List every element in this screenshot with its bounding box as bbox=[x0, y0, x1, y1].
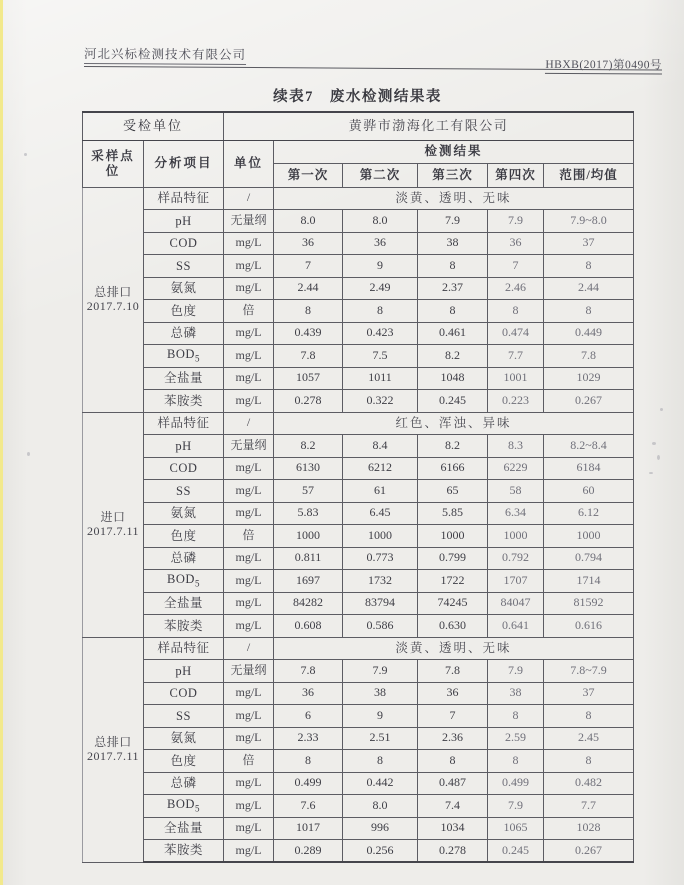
analysis-item-cell: pH bbox=[144, 435, 224, 458]
page-edge-strip bbox=[0, 0, 3, 885]
unit-cell: mg/L bbox=[224, 367, 274, 390]
result-value-cell: 37 bbox=[544, 232, 634, 255]
result-value-cell: 37 bbox=[544, 682, 634, 705]
result-value-cell: 1000 bbox=[343, 525, 418, 548]
result-value-cell: 84047 bbox=[488, 592, 544, 615]
scan-speck bbox=[27, 452, 30, 456]
result-value-cell: 2.37 bbox=[418, 277, 488, 300]
result-value-cell: 36 bbox=[488, 232, 544, 255]
result-value-cell: 7 bbox=[418, 705, 488, 728]
result-value-cell: 0.278 bbox=[418, 840, 488, 863]
result-value-cell: 36 bbox=[274, 682, 343, 705]
result-value-cell: 0.811 bbox=[274, 547, 343, 570]
table-title: 续表7 废水检测结果表 bbox=[273, 89, 442, 105]
result-value-cell: 0.616 bbox=[544, 615, 634, 638]
column-header-row bbox=[83, 140, 634, 163]
result-value-cell: 9 bbox=[343, 255, 418, 278]
unit-cell: 无量纲 bbox=[224, 435, 274, 458]
analysis-item-cell: 色度 bbox=[144, 300, 224, 323]
col-header-analysis-item: 分析项目 bbox=[144, 140, 224, 187]
result-value-cell: 38 bbox=[418, 232, 488, 255]
unit-cell: 倍 bbox=[224, 300, 274, 323]
result-value-cell: 6.45 bbox=[343, 502, 418, 525]
scan-speck bbox=[657, 455, 660, 460]
result-value-cell: 6.12 bbox=[544, 502, 634, 525]
result-value-cell: 8.2 bbox=[274, 435, 343, 458]
result-value-cell: 8.3 bbox=[488, 435, 544, 458]
table-row bbox=[83, 525, 634, 548]
result-value-cell: 8 bbox=[418, 750, 488, 773]
analysis-item-cell: 苯胺类 bbox=[144, 390, 224, 413]
result-value-cell: 8.0 bbox=[343, 795, 418, 818]
unit-cell: mg/L bbox=[224, 570, 274, 593]
result-value-cell: 7.9 bbox=[488, 660, 544, 683]
unit-cell: mg/L bbox=[224, 345, 274, 368]
col-header-run-1: 第一次 bbox=[274, 163, 343, 187]
result-value-cell: 0.449 bbox=[544, 322, 634, 345]
result-value-cell: 1048 bbox=[418, 367, 488, 390]
analysis-item-cell: $BOD_5$ bbox=[144, 795, 224, 818]
analysis-item-cell: COD bbox=[144, 457, 224, 480]
result-value-cell: 0.641 bbox=[488, 615, 544, 638]
col-header-run-2: 第二次 bbox=[343, 163, 418, 187]
unit-cell: 无量纲 bbox=[224, 660, 274, 683]
result-value-cell: 0.322 bbox=[343, 390, 418, 413]
result-value-cell: 60 bbox=[544, 480, 634, 503]
result-value-cell: 1000 bbox=[544, 525, 634, 548]
result-value-cell: 8 bbox=[544, 750, 634, 773]
analysis-item-cell: 样品特征 bbox=[144, 187, 224, 210]
result-value-cell: 36 bbox=[343, 232, 418, 255]
result-value-cell: 58 bbox=[488, 480, 544, 503]
result-value-cell: 7 bbox=[488, 255, 544, 278]
table-row bbox=[83, 232, 634, 255]
table-row bbox=[83, 570, 634, 593]
sampling-point-name: 总排口 bbox=[94, 734, 132, 749]
result-value-cell: 9 bbox=[343, 705, 418, 728]
result-value-cell: 7.9 bbox=[418, 210, 488, 233]
result-value-cell: 0.245 bbox=[418, 390, 488, 413]
result-value-cell: 8 bbox=[544, 300, 634, 323]
result-value-cell: 8 bbox=[343, 300, 418, 323]
result-value-cell: 0.439 bbox=[274, 322, 343, 345]
unit-cell: / bbox=[224, 412, 274, 435]
result-value-cell: 8.2~8.4 bbox=[544, 435, 634, 458]
analysis-item-cell: COD bbox=[144, 682, 224, 705]
analysis-item-cell: $BOD_5$ bbox=[144, 345, 224, 368]
result-value-cell: 8.2 bbox=[418, 345, 488, 368]
result-value-cell: 0.223 bbox=[488, 390, 544, 413]
label-subscript: 5 bbox=[194, 353, 200, 364]
result-value-cell: 1707 bbox=[488, 570, 544, 593]
sampling-point-date: 2017.7.10 bbox=[86, 298, 140, 313]
analysis-item-cell: 全盐量 bbox=[144, 592, 224, 615]
sampling-point-cell bbox=[83, 412, 144, 637]
unit-cell: mg/L bbox=[224, 502, 274, 525]
analysis-item-cell: pH bbox=[144, 660, 224, 683]
col-header-run-4: 第四次 bbox=[488, 163, 544, 187]
results-table-body bbox=[83, 187, 634, 862]
sampling-point-cell bbox=[83, 187, 144, 412]
analysis-item-cell: $BOD_5$ bbox=[144, 570, 224, 593]
result-value-cell: 8.2 bbox=[418, 435, 488, 458]
result-value-cell: 2.45 bbox=[544, 727, 634, 750]
result-value-cell: 2.33 bbox=[274, 727, 343, 750]
table-row bbox=[83, 592, 634, 615]
result-value-cell: 0.794 bbox=[544, 547, 634, 570]
result-value-cell: 83794 bbox=[343, 592, 418, 615]
inspected-unit-row bbox=[83, 112, 634, 140]
analysis-item-cell: SS bbox=[144, 255, 224, 278]
result-value-cell: 5.85 bbox=[418, 502, 488, 525]
result-value-cell: 74245 bbox=[418, 592, 488, 615]
col-header-range-mean: 范围/均值 bbox=[544, 163, 634, 187]
unit-cell: mg/L bbox=[224, 322, 274, 345]
result-value-cell: 0.461 bbox=[418, 322, 488, 345]
sampling-point-cell bbox=[83, 637, 144, 862]
result-value-cell: 0.773 bbox=[343, 547, 418, 570]
result-value-cell: 7.4 bbox=[418, 795, 488, 818]
result-value-cell: 0.289 bbox=[274, 840, 343, 863]
sampling-point-date: 2017.7.11 bbox=[86, 748, 140, 763]
result-value-cell: 81592 bbox=[544, 592, 634, 615]
analysis-item-cell: COD bbox=[144, 232, 224, 255]
label-subscript: 5 bbox=[194, 578, 200, 589]
analysis-item-cell: 样品特征 bbox=[144, 412, 224, 435]
analysis-item-cell: 苯胺类 bbox=[144, 615, 224, 638]
sample-character-cell: 淡黄、透明、无味 bbox=[274, 187, 634, 210]
label-subscript: 5 bbox=[194, 803, 200, 814]
result-value-cell: 0.474 bbox=[488, 322, 544, 345]
result-value-cell: 0.630 bbox=[418, 615, 488, 638]
unit-cell: mg/L bbox=[224, 840, 274, 863]
table-row bbox=[83, 345, 634, 368]
analysis-item-cell: 色度 bbox=[144, 525, 224, 548]
result-value-cell: 7.5 bbox=[343, 345, 418, 368]
unit-cell: mg/L bbox=[224, 772, 274, 795]
result-value-cell: 36 bbox=[274, 232, 343, 255]
unit-cell: 倍 bbox=[224, 750, 274, 773]
table-row bbox=[83, 840, 634, 863]
table-row bbox=[83, 502, 634, 525]
result-value-cell: 6212 bbox=[343, 457, 418, 480]
table-row bbox=[83, 322, 634, 345]
analysis-item-cell: 苯胺类 bbox=[144, 840, 224, 863]
scan-speck bbox=[660, 408, 663, 411]
table-row bbox=[83, 772, 634, 795]
result-value-cell: 7.9 bbox=[488, 210, 544, 233]
table-row bbox=[83, 435, 634, 458]
result-value-cell: 0.487 bbox=[418, 772, 488, 795]
analysis-item-cell: pH bbox=[144, 210, 224, 233]
unit-cell: mg/L bbox=[224, 592, 274, 615]
unit-cell: mg/L bbox=[224, 682, 274, 705]
result-value-cell: 1065 bbox=[488, 817, 544, 840]
result-value-cell: 7.9~8.0 bbox=[544, 210, 634, 233]
analysis-item-cell: 全盐量 bbox=[144, 817, 224, 840]
result-value-cell: 65 bbox=[418, 480, 488, 503]
result-value-cell: 1000 bbox=[274, 525, 343, 548]
result-value-cell: 2.36 bbox=[418, 727, 488, 750]
sample-character-cell: 红色、浑浊、异味 bbox=[274, 412, 634, 435]
result-value-cell: 0.499 bbox=[488, 772, 544, 795]
result-value-cell: 2.44 bbox=[274, 277, 343, 300]
table-row bbox=[83, 412, 634, 435]
result-value-cell: 1722 bbox=[418, 570, 488, 593]
table-row bbox=[83, 817, 634, 840]
table-row bbox=[83, 682, 634, 705]
result-value-cell: 7 bbox=[274, 255, 343, 278]
result-value-cell: 7.7 bbox=[544, 795, 634, 818]
result-value-cell: 2.49 bbox=[343, 277, 418, 300]
analysis-item-cell: 样品特征 bbox=[144, 637, 224, 660]
analysis-item-cell: 总磷 bbox=[144, 547, 224, 570]
result-value-cell: 1697 bbox=[274, 570, 343, 593]
result-value-cell: 0.278 bbox=[274, 390, 343, 413]
result-value-cell: 8.0 bbox=[343, 210, 418, 233]
inspected-unit-label: 受检单位 bbox=[83, 112, 224, 140]
result-value-cell: 0.586 bbox=[343, 615, 418, 638]
analysis-item-cell: 全盐量 bbox=[144, 367, 224, 390]
unit-cell: mg/L bbox=[224, 457, 274, 480]
sampling-point-name: 总排口 bbox=[94, 284, 132, 299]
result-value-cell: 0.608 bbox=[274, 615, 343, 638]
analysis-item-cell: SS bbox=[144, 480, 224, 503]
result-value-cell: 5.83 bbox=[274, 502, 343, 525]
lab-company-name: 河北兴标检测技术有限公司 bbox=[84, 44, 246, 65]
result-value-cell: 2.51 bbox=[343, 727, 418, 750]
table-row bbox=[83, 210, 634, 233]
unit-cell: / bbox=[224, 187, 274, 210]
result-value-cell: 2.59 bbox=[488, 727, 544, 750]
result-value-cell: 1000 bbox=[488, 525, 544, 548]
result-value-cell: 6229 bbox=[488, 457, 544, 480]
result-value-cell: 8 bbox=[544, 705, 634, 728]
unit-cell: mg/L bbox=[224, 817, 274, 840]
table-row bbox=[83, 660, 634, 683]
unit-cell: mg/L bbox=[224, 615, 274, 638]
result-value-cell: 7.8 bbox=[274, 345, 343, 368]
unit-cell: mg/L bbox=[224, 795, 274, 818]
analysis-item-cell: SS bbox=[144, 705, 224, 728]
result-value-cell: 7.9 bbox=[488, 795, 544, 818]
table-row bbox=[83, 705, 634, 728]
result-value-cell: 1011 bbox=[343, 367, 418, 390]
result-value-cell: 7.6 bbox=[274, 795, 343, 818]
result-value-cell: 61 bbox=[343, 480, 418, 503]
result-value-cell: 0.799 bbox=[418, 547, 488, 570]
result-value-cell: 1714 bbox=[544, 570, 634, 593]
result-value-cell: 7.8 bbox=[418, 660, 488, 683]
result-value-cell: 38 bbox=[343, 682, 418, 705]
analysis-item-cell: 氨氮 bbox=[144, 502, 224, 525]
result-value-cell: 0.267 bbox=[544, 390, 634, 413]
result-value-cell: 1034 bbox=[418, 817, 488, 840]
table-row bbox=[83, 727, 634, 750]
result-value-cell: 8 bbox=[544, 255, 634, 278]
result-value-cell: 1057 bbox=[274, 367, 343, 390]
table-row bbox=[83, 255, 634, 278]
page-header bbox=[84, 44, 662, 71]
result-value-cell: 7.8 bbox=[274, 660, 343, 683]
analysis-item-cell: 色度 bbox=[144, 750, 224, 773]
result-value-cell: 6.34 bbox=[488, 502, 544, 525]
col-header-unit: 单位 bbox=[224, 140, 274, 187]
result-value-cell: 1028 bbox=[544, 817, 634, 840]
scan-speck bbox=[649, 472, 653, 474]
results-table bbox=[82, 111, 634, 863]
result-value-cell: 1000 bbox=[418, 525, 488, 548]
result-value-cell: 6 bbox=[274, 705, 343, 728]
table-row bbox=[83, 277, 634, 300]
result-value-cell: 1029 bbox=[544, 367, 634, 390]
result-value-cell: 8 bbox=[488, 705, 544, 728]
result-value-cell: 7.8 bbox=[544, 345, 634, 368]
result-value-cell: 0.499 bbox=[274, 772, 343, 795]
result-value-cell: 1732 bbox=[343, 570, 418, 593]
analysis-item-cell: 总磷 bbox=[144, 322, 224, 345]
result-value-cell: 8 bbox=[418, 255, 488, 278]
result-value-cell: 8.4 bbox=[343, 435, 418, 458]
result-value-cell: 8 bbox=[488, 300, 544, 323]
result-value-cell: 0.245 bbox=[488, 840, 544, 863]
scan-speck bbox=[24, 153, 27, 156]
unit-cell: / bbox=[224, 637, 274, 660]
result-value-cell: 8 bbox=[488, 750, 544, 773]
result-value-cell: 0.423 bbox=[343, 322, 418, 345]
table-row bbox=[83, 795, 634, 818]
result-value-cell: 0.267 bbox=[544, 840, 634, 863]
unit-cell: mg/L bbox=[224, 390, 274, 413]
result-value-cell: 1001 bbox=[488, 367, 544, 390]
result-value-cell: 0.482 bbox=[544, 772, 634, 795]
table-row bbox=[83, 637, 634, 660]
result-value-cell: 6130 bbox=[274, 457, 343, 480]
result-value-cell: 84282 bbox=[274, 592, 343, 615]
result-value-cell: 0.256 bbox=[343, 840, 418, 863]
unit-cell: mg/L bbox=[224, 547, 274, 570]
table-row bbox=[83, 615, 634, 638]
table-row bbox=[83, 457, 634, 480]
result-value-cell: 7.7 bbox=[488, 345, 544, 368]
result-value-cell: 8 bbox=[418, 300, 488, 323]
sampling-point-date: 2017.7.11 bbox=[86, 523, 140, 538]
sampling-point-name: 进口 bbox=[100, 509, 126, 524]
result-value-cell: 8 bbox=[274, 750, 343, 773]
table-row bbox=[83, 390, 634, 413]
table-row bbox=[83, 367, 634, 390]
result-value-cell: 6166 bbox=[418, 457, 488, 480]
table-row bbox=[83, 187, 634, 210]
result-value-cell: 2.46 bbox=[488, 277, 544, 300]
result-value-cell: 2.44 bbox=[544, 277, 634, 300]
result-value-cell: 57 bbox=[274, 480, 343, 503]
unit-cell: mg/L bbox=[224, 255, 274, 278]
unit-cell: mg/L bbox=[224, 727, 274, 750]
col-header-run-3: 第三次 bbox=[418, 163, 488, 187]
table-row bbox=[83, 547, 634, 570]
unit-cell: 无量纲 bbox=[224, 210, 274, 233]
col-header-result-group: 检测结果 bbox=[274, 140, 634, 163]
analysis-item-cell: 总磷 bbox=[144, 772, 224, 795]
inspected-unit-value: 黄骅市渤海化工有限公司 bbox=[224, 112, 634, 140]
table-row bbox=[83, 300, 634, 323]
result-value-cell: 8 bbox=[274, 300, 343, 323]
result-value-cell: 6184 bbox=[544, 457, 634, 480]
unit-cell: mg/L bbox=[224, 277, 274, 300]
unit-cell: mg/L bbox=[224, 232, 274, 255]
result-value-cell: 7.8~7.9 bbox=[544, 660, 634, 683]
analysis-item-cell: 氨氮 bbox=[144, 727, 224, 750]
result-value-cell: 38 bbox=[488, 682, 544, 705]
result-value-cell: 8 bbox=[343, 750, 418, 773]
table-row bbox=[83, 750, 634, 773]
result-value-cell: 8.0 bbox=[274, 210, 343, 233]
scan-speck bbox=[652, 442, 656, 445]
result-value-cell: 0.442 bbox=[343, 772, 418, 795]
results-table-header bbox=[83, 112, 634, 187]
col-header-sampling-point: 采样点位 bbox=[83, 140, 144, 187]
result-value-cell: 36 bbox=[418, 682, 488, 705]
result-value-cell: 0.792 bbox=[488, 547, 544, 570]
unit-cell: mg/L bbox=[224, 705, 274, 728]
analysis-item-cell: 氨氮 bbox=[144, 277, 224, 300]
table-row bbox=[83, 480, 634, 503]
result-value-cell: 1017 bbox=[274, 817, 343, 840]
result-value-cell: 7.9 bbox=[343, 660, 418, 683]
unit-cell: 倍 bbox=[224, 525, 274, 548]
sample-character-cell: 淡黄、透明、无味 bbox=[274, 637, 634, 660]
unit-cell: mg/L bbox=[224, 480, 274, 503]
report-number: HBXB(2017)第0490号 bbox=[545, 56, 662, 75]
result-value-cell: 996 bbox=[343, 817, 418, 840]
